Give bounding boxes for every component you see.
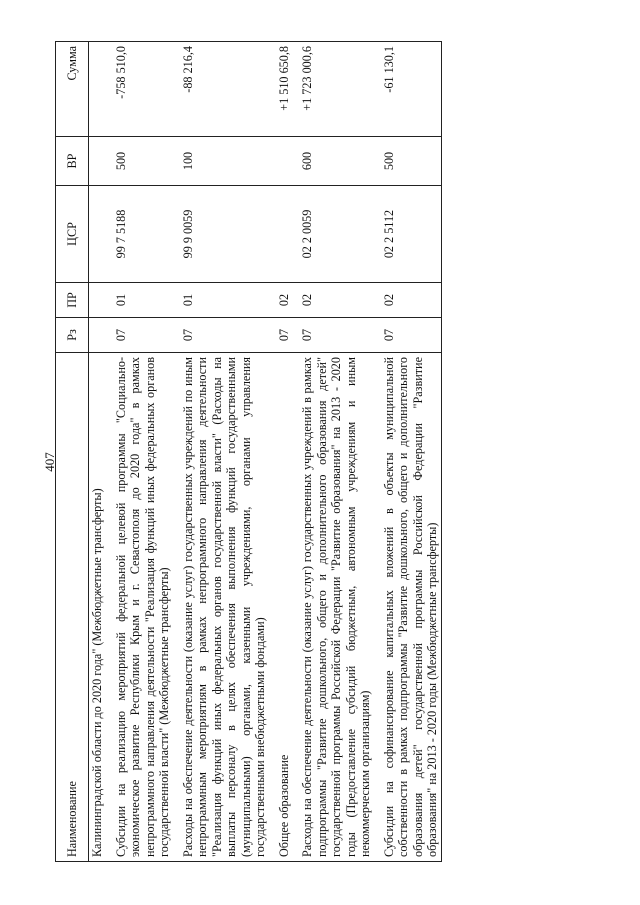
cell-name: Расходы на обеспечение деятельности (оказание услуг) государственных учреждений по иным непрограммным мероприятиям в рамках непрограммного направления деятельности "Реализация функций иных федеральных органов государственной власти" (Расходы на выплаты персоналу в целях обеспечения выполнения функций государственными (муниципальными) органами, казенными учреждениями, органами управления государственными внебюджетными фондами) bbox=[180, 353, 276, 862]
cell-csr bbox=[276, 186, 300, 283]
cell-pr: 01 bbox=[180, 283, 276, 318]
cell-csr: 99 9 0059 bbox=[180, 186, 276, 283]
cell-pr: 02 bbox=[381, 283, 442, 318]
cell-csr: 99 7 5188 bbox=[113, 186, 180, 283]
cell-vr: 100 bbox=[180, 137, 276, 186]
cell-csr: 02 2 5112 bbox=[381, 186, 442, 283]
cell-csr: 02 2 0059 bbox=[299, 186, 381, 283]
cell-sum bbox=[89, 42, 113, 137]
cell-pr: 02 bbox=[299, 283, 381, 318]
cell-pr: 01 bbox=[113, 283, 180, 318]
cell-name: Субсидии на софинансирование капитальных вложений в объекты муниципальной собственности в рамках подпрограммы "Развитие дошкольного, общего и дополнительного образования детей" государственной программы Российской Федерации "Развитие образования" на 2013 - 2020 годы (Межбюджетные трансферты) bbox=[381, 353, 442, 862]
cell-name: Субсидии на реализацию мероприятий федеральной целевой программы "Социально-экономическое развитие Республики Крым и г. Севастополя до 2020 года" в рамках непрограммного направления деятельности "Реализация функций иных федеральных органов государственной власти" (Межбюджетные трансферты) bbox=[113, 353, 180, 862]
cell-rz: 07 bbox=[113, 318, 180, 353]
cell-pr bbox=[89, 283, 113, 318]
cell-sum: -61 130,1 bbox=[381, 42, 442, 137]
cell-rz bbox=[89, 318, 113, 353]
cell-sum: -758 510,0 bbox=[113, 42, 180, 137]
cell-vr bbox=[276, 137, 300, 186]
table-row bbox=[276, 42, 300, 862]
budget-table bbox=[55, 41, 442, 862]
cell-csr bbox=[89, 186, 113, 283]
header-sum: Сумма bbox=[56, 42, 89, 137]
cell-vr: 600 bbox=[299, 137, 381, 186]
table-row bbox=[381, 42, 442, 862]
table-row bbox=[89, 42, 113, 862]
cell-sum: +1 723 000,6 bbox=[299, 42, 381, 137]
table-row bbox=[299, 42, 381, 862]
cell-vr: 500 bbox=[113, 137, 180, 186]
header-csr: ЦСР bbox=[56, 186, 89, 283]
table-row bbox=[180, 42, 276, 862]
cell-name: Расходы на обеспечение деятельности (оказание услуг) государственных учреждений в рамках подпрограммы "Развитие дошкольного, общего и дополнительного образования детей" государственной программы Российской Федерации "Развитие образования" на 2013 - 2020 годы (Предоставление субсидий бюджетным, автономным учреждениям и иным некоммерческим организациям) bbox=[299, 353, 381, 862]
table-header-row bbox=[56, 42, 89, 862]
header-pr: ПР bbox=[56, 283, 89, 318]
cell-sum: +1 510 650,8 bbox=[276, 42, 300, 137]
cell-pr: 02 bbox=[276, 283, 300, 318]
cell-rz: 07 bbox=[381, 318, 442, 353]
cell-name: Калининградской области до 2020 года" (Межбюджетные трансферты) bbox=[89, 353, 113, 862]
cell-rz: 07 bbox=[276, 318, 300, 353]
cell-rz: 07 bbox=[299, 318, 381, 353]
cell-vr bbox=[89, 137, 113, 186]
table-row bbox=[113, 42, 180, 862]
page-number: 407 bbox=[42, 452, 57, 472]
cell-sum: -88 216,4 bbox=[180, 42, 276, 137]
cell-name: Общее образование bbox=[276, 353, 300, 862]
cell-vr: 500 bbox=[381, 137, 442, 186]
cell-rz: 07 bbox=[180, 318, 276, 353]
rotated-table-container bbox=[55, 42, 585, 862]
header-name: Наименование bbox=[56, 353, 89, 862]
header-vr: ВР bbox=[56, 137, 89, 186]
header-rz: Рз bbox=[56, 318, 89, 353]
